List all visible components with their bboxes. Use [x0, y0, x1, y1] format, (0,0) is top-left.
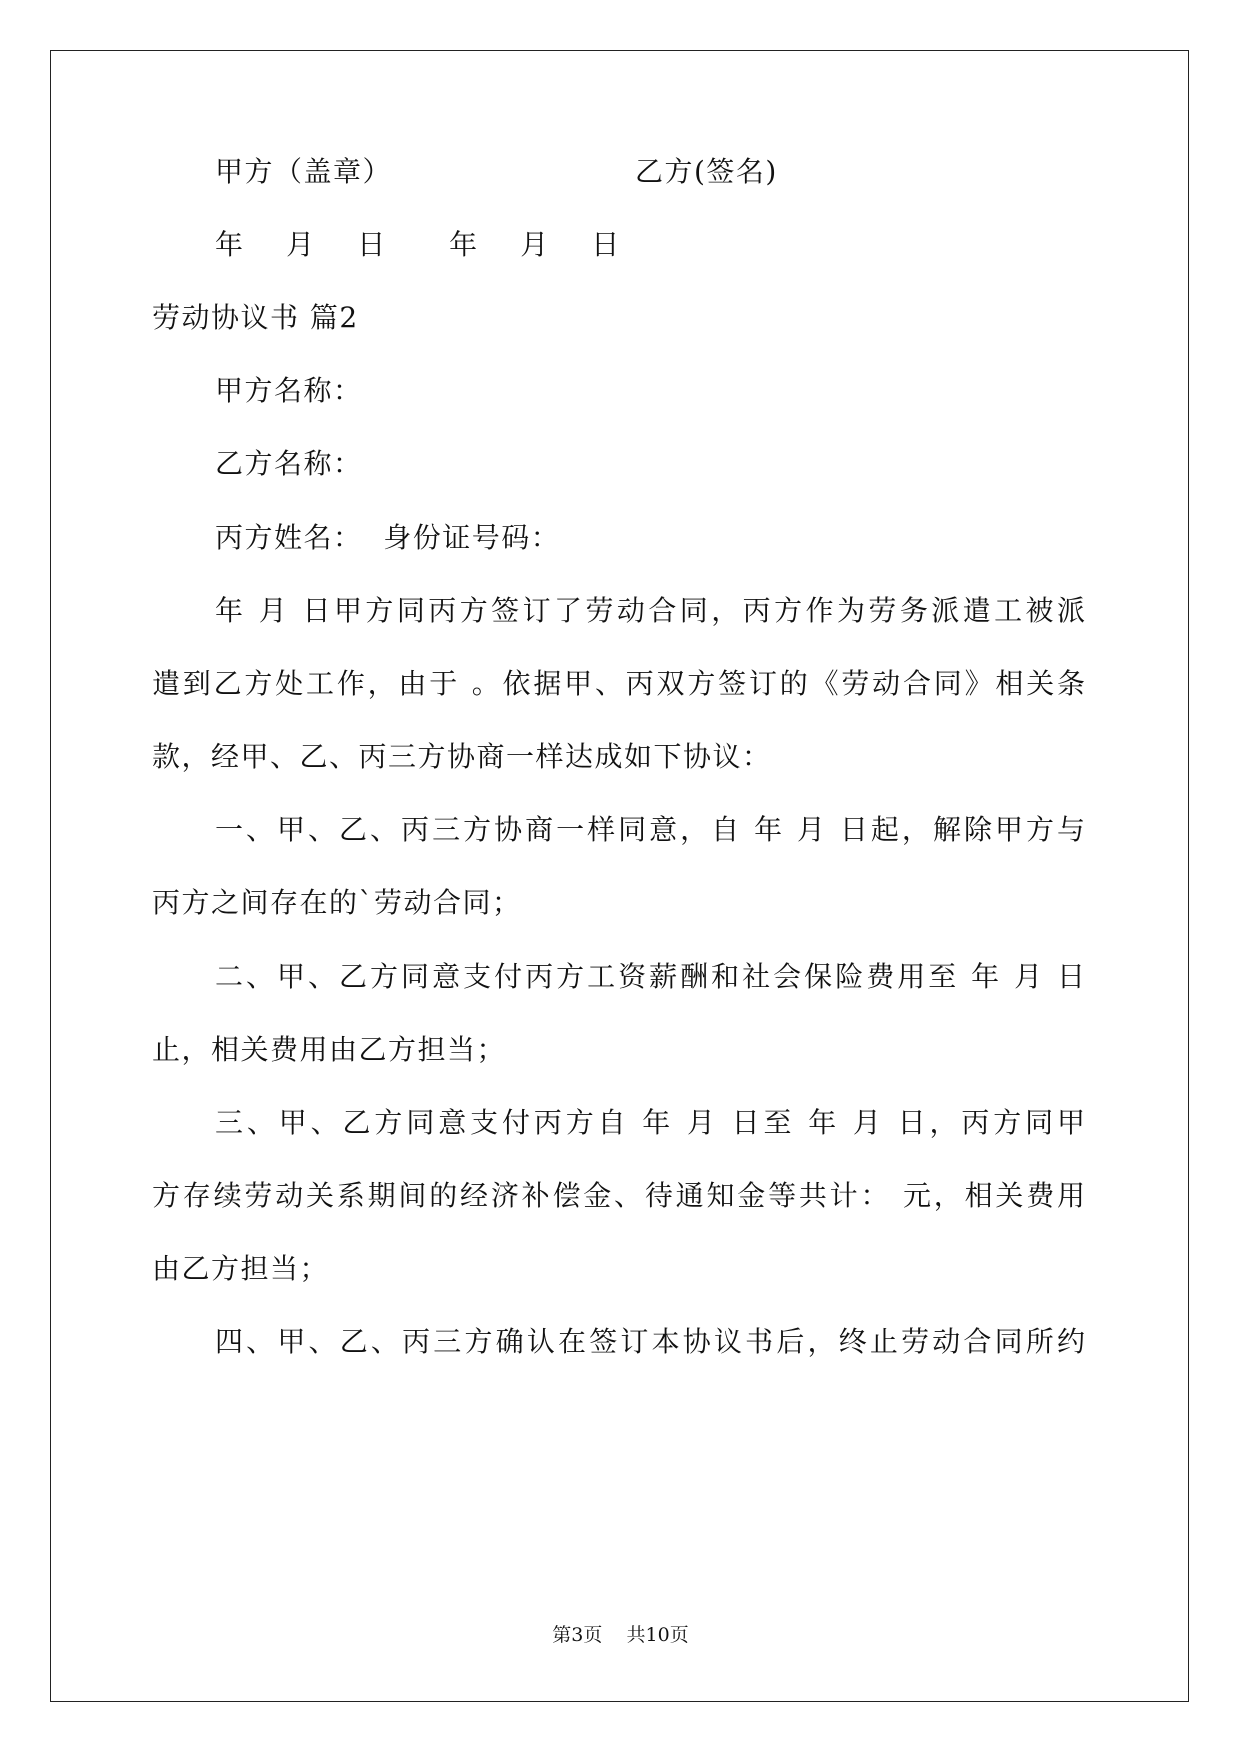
paragraph-line: 由乙方担当； [152, 1252, 330, 1285]
party-c-name-id-field: 丙方姓名： 身份证号码： [215, 521, 561, 554]
paragraph-line: 二、甲、乙方同意支付丙方工资薪酬和社会保险费用至 年 月 日 [215, 960, 1085, 993]
party-b-name-field: 乙方名称： [215, 447, 363, 480]
paragraph-line: 止，相关费用由乙方担当； [152, 1033, 507, 1066]
party-a-name-field: 甲方名称： [215, 374, 363, 407]
signature-dates: 年 月 日 年 月 日 [215, 228, 621, 261]
paragraph-line: 款，经甲、乙、丙三方协商一样达成如下协议： [152, 740, 772, 773]
section-title: 劳动协议书 篇2 [152, 301, 359, 334]
paragraph-line: 方存续劳动关系期间的经济补偿金、待通知金等共计： 元，相关费用 [152, 1179, 1085, 1212]
paragraph-line: 丙方之间存在的`劳动合同； [152, 886, 522, 919]
paragraph-line: 遣到乙方处工作，由于 。依据甲、丙双方签订的《劳动合同》相关条 [152, 667, 1085, 700]
paragraph-line: 一、甲、乙、丙三方协商一样同意，自 年 月 日起，解除甲方与 [215, 813, 1085, 846]
page-number-footer: 第3页 共10页 [552, 1624, 689, 1646]
paragraph-line: 年 月 日甲方同丙方签订了劳动合同，丙方作为劳务派遣工被派 [215, 594, 1085, 627]
paragraph-line: 三、甲、乙方同意支付丙方自 年 月 日至 年 月 日，丙方同甲 [215, 1106, 1085, 1139]
party-b-signature-label: 乙方(签名) [635, 155, 778, 188]
party-a-seal-label: 甲方（盖章） [215, 155, 393, 188]
paragraph-line: 四、甲、乙、丙三方确认在签订本协议书后，终止劳动合同所约 [215, 1325, 1085, 1358]
